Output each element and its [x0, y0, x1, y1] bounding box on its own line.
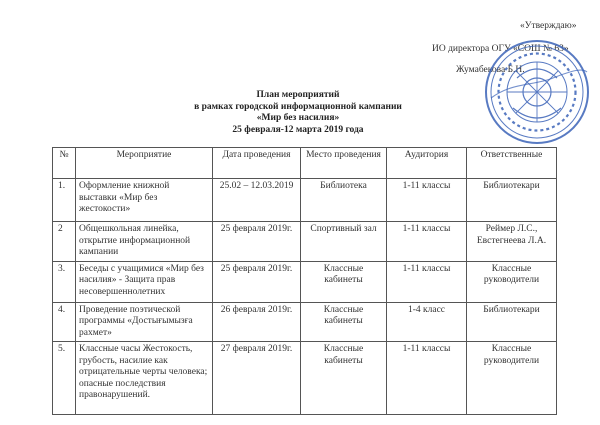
approval-signatory: Жумабекова Б.Н.	[456, 65, 525, 75]
table-row	[53, 302, 557, 342]
cell-event: Общешкольная линейка, открытие информационной кампании	[76, 222, 213, 262]
heading-dates: 25 февраля-12 марта 2019 года	[232, 124, 364, 135]
heading-title: План мероприятий	[256, 90, 340, 100]
cell-audience: 1-11 классы	[387, 179, 467, 222]
cell-place: Классные кабинеты	[301, 302, 387, 342]
cell-event: Беседы с учащимися «Мир без насилия» - Защита прав несовершеннолетних	[76, 261, 213, 302]
cell-num: 5.	[53, 342, 76, 415]
cell-place: Классные кабинеты	[301, 261, 387, 302]
col-header-event: Мероприятие	[76, 148, 213, 179]
table-header-row	[53, 148, 557, 179]
cell-event: Проведение поэтической программы «Достығымызға рахмет»	[76, 302, 213, 342]
cell-num: 1.	[53, 179, 76, 222]
cell-place: Спортивный зал	[301, 222, 387, 262]
events-table	[52, 147, 557, 415]
cell-event: Классные часы Жестокость, грубость, насилие как отрицательные черты человека; опасные последствия правонарушений.	[76, 342, 213, 415]
table-row	[53, 261, 557, 302]
heading-campaign: «Мир без насилия»	[256, 113, 340, 123]
document-heading	[180, 90, 416, 136]
cell-date: 25 февраля 2019г.	[213, 261, 301, 302]
cell-date: 25 февраля 2019г.	[213, 222, 301, 262]
approval-position: ИО директора ОГУ «СОШ № 63»	[432, 44, 569, 54]
cell-place: Классные кабинеты	[301, 342, 387, 415]
table-row	[53, 222, 557, 262]
cell-responsible: Классные руководители	[467, 342, 557, 415]
cell-responsible: Библиотекари	[467, 302, 557, 342]
cell-date: 25.02 – 12.03.2019	[213, 179, 301, 222]
cell-num: 3.	[53, 261, 76, 302]
col-header-place: Место проведения	[301, 148, 387, 179]
cell-audience: 1-4 класс	[387, 302, 467, 342]
official-stamp	[483, 38, 591, 146]
col-header-audience: Аудитория	[387, 148, 467, 179]
cell-place: Библиотека	[301, 179, 387, 222]
cell-event: Оформление книжной выставки «Мир без жестокости»	[76, 179, 213, 222]
cell-date: 27 февраля 2019г.	[213, 342, 301, 415]
cell-audience: 1-11 классы	[387, 261, 467, 302]
table-row	[53, 179, 557, 222]
col-header-responsible: Ответственные	[467, 148, 557, 179]
table-row	[53, 342, 557, 415]
cell-date: 26 февраля 2019г.	[213, 302, 301, 342]
cell-responsible: Классные руководители	[467, 261, 557, 302]
approval-title: «Утверждаю»	[520, 21, 577, 31]
cell-responsible: Реймер Л.С., Евстегнеева Л.А.	[467, 222, 557, 262]
cell-num: 4.	[53, 302, 76, 342]
col-header-num: №	[53, 148, 76, 179]
cell-responsible: Библиотекари	[467, 179, 557, 222]
cell-num: 2	[53, 222, 76, 262]
cell-audience: 1-11 классы	[387, 342, 467, 415]
cell-audience: 1-11 классы	[387, 222, 467, 262]
heading-subtitle: в рамках городской информационной кампании	[194, 101, 402, 112]
col-header-date: Дата проведения	[213, 148, 301, 179]
